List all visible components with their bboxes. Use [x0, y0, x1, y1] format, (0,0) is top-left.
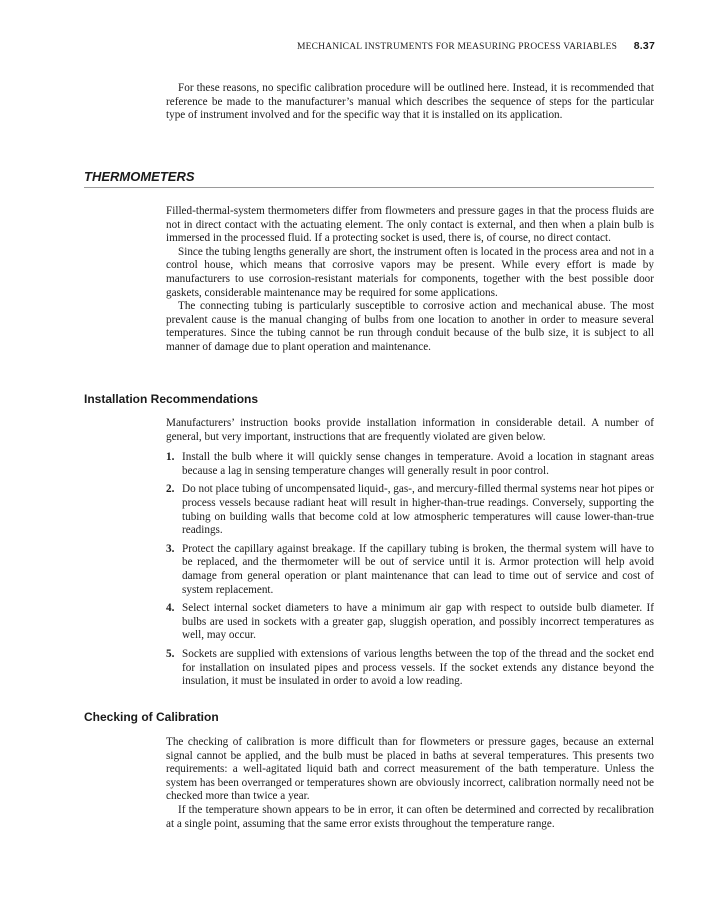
section-title-thermometers: THERMOMETERS: [84, 169, 654, 188]
list-item: [166, 451, 654, 478]
calibration-body: [166, 736, 654, 831]
list-item-text: Install the bulb where it will quickly sense changes in temperature. Avoid a location in stagnant areas because a lag in sensing temperature changes will generally result in poor control.: [182, 451, 654, 477]
list-item-text: Do not place tubing of uncompensated liquid-, gas-, and mercury-filled thermal systems near hot pipes or process vessels because radiant heat will result in higher-than-true readings. Conversely, supporting the tubing on building walls that become cold at low atmospheric temperatures will cause lower-than-true readings.: [182, 483, 654, 537]
thermometers-paragraph-2: Since the tubing lengths generally are short, the instrument often is located in the process area and not in a control house, which means that corrosive vapors may be present. While every effort is made by manufacturers to use corrosion-resistant materials for components, together with the best possible door gaskets, considerable maintenance may be required for some applications.: [166, 245, 654, 299]
list-item-text: Select internal socket diameters to have a minimum air gap with respect to outside bulb diameter. If bulbs are used in sockets with a greater gap, sluggish operation, and possibly incorrect temperatures as well, may occur.: [182, 602, 654, 642]
list-item: [166, 543, 654, 597]
thermometers-paragraph-1: Filled-thermal-system thermometers differ from flowmeters and pressure gages in that the process fluids are not in direct contact with the actuating element. The only contact is external, and then when a plain bulb is immersed in the processed fluid. If a protecting socket is used, there is, of course, no direct contact.: [166, 205, 654, 245]
installation-list: [166, 451, 654, 689]
intro-block: [166, 82, 654, 123]
page-number: 8.37: [633, 40, 655, 52]
subsection-title-calibration: Checking of Calibration: [84, 710, 219, 724]
thermometers-body: [166, 205, 654, 355]
list-item-text: Protect the capillary against breakage. If the capillary tubing is broken, the thermal system will have to be replaced, and the thermometer will be out of service until it is. Armor protection will help avoid damage from general operation or plant maintenance that can lead to time out of service and cost of system replacement.: [182, 542, 654, 596]
list-item: [166, 483, 654, 537]
list-item-number: 3.: [166, 542, 175, 555]
list-item-number: 2.: [166, 483, 175, 496]
list-item-text: Sockets are supplied with extensions of various lengths between the top of the thread and the socket end for installation on insulated pipes and process vessels. If the socket extends any distance beyond the insulation, it must be insulated in order to avoid a low reading.: [182, 647, 654, 688]
calibration-paragraph-1: The checking of calibration is more difficult than for flowmeters or pressure gages, because an external signal cannot be applied, and the bulb must be placed in baths at several temperatures. This presents two requirements: a well-agitated liquid bath and correct measurement of the bath temperature. Unless the system has been overranged or temperatures shown are obviously incorrect, calibration normally need not be checked more than twice a year.: [166, 736, 654, 803]
installation-intro: Manufacturers’ instruction books provide installation information in considerable detail. A number of general, but very important, instructions that are frequently violated are given below.: [166, 417, 654, 443]
intro-paragraph: For these reasons, no specific calibration procedure will be outlined here. Instead, it is recommended that reference be made to the manufacturer’s manual which describes the sequence of steps for the particular type of instrument involved and for the specific way that it is installed on its application.: [166, 82, 654, 122]
running-title: MECHANICAL INSTRUMENTS FOR MEASURING PROCESS VARIABLES: [296, 42, 618, 52]
running-head: [297, 40, 655, 52]
list-item-number: 5.: [166, 647, 175, 660]
subsection-title-installation: Installation Recommendations: [84, 392, 259, 406]
list-item: [166, 648, 654, 689]
list-item: [166, 602, 654, 643]
thermometers-paragraph-3: The connecting tubing is particularly susceptible to corrosive action and mechanical abuse. The most prevalent cause is the manual changing of bulbs from one location to another in order to measure several temperatures. Since the tubing cannot be run through conduit because of the bulb size, it is subject to all manner of damage due to plant operation and maintenance.: [166, 300, 654, 353]
calibration-paragraph-2: If the temperature shown appears to be in error, it can often be determined and corrected by recalibration at a single point, assuming that the same error exists throughout the temperature range.: [166, 803, 654, 830]
installation-body: [166, 417, 654, 694]
list-item-number: 4.: [166, 602, 175, 615]
list-item-number: 1.: [166, 451, 175, 464]
